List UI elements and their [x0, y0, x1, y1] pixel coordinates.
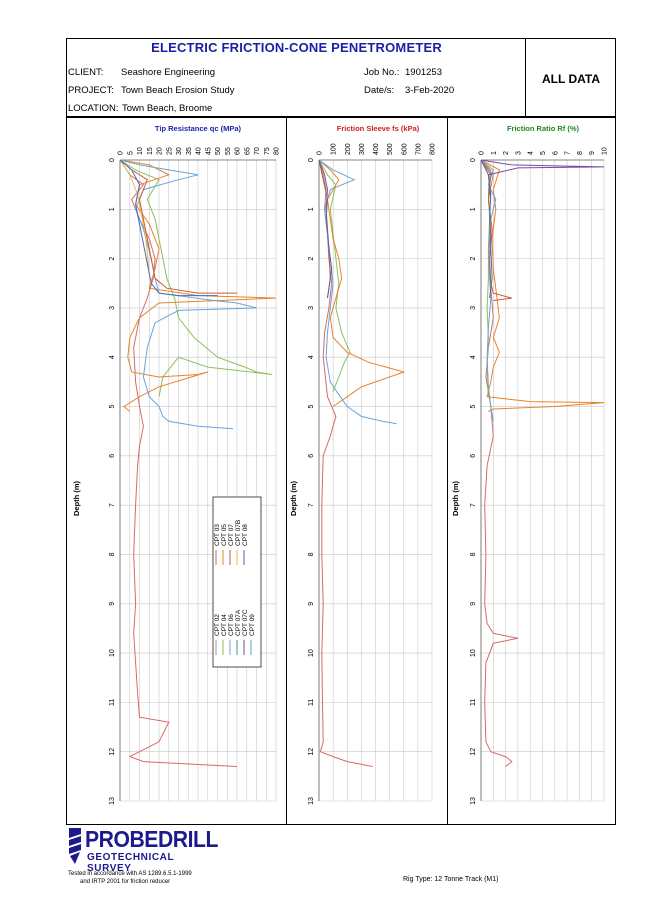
x-tick-label: 5	[127, 151, 135, 155]
y-tick-label: 0	[308, 158, 315, 162]
x-tick-label: 3	[515, 151, 523, 155]
y-tick-label: 11	[308, 698, 315, 707]
x-tick-label: 5	[540, 151, 547, 155]
standard-note-1: Tested in accordance with AS 1289.6.5.1-1999	[68, 871, 192, 877]
logo-text: PROBEDRILL	[85, 826, 218, 852]
y-tick-label: 10	[109, 649, 116, 657]
x-tick-label: 400	[373, 143, 380, 155]
series-line	[120, 160, 272, 397]
x-tick-label: 500	[387, 143, 395, 155]
y-tick-label: 8	[109, 552, 116, 557]
x-tick-label: 8	[576, 151, 584, 155]
y-tick-label: 6	[308, 453, 315, 458]
chart-title-fs: Friction Sleeve fs (kPa)	[336, 124, 420, 133]
chart-title-rf: Friction Ratio Rf (%)	[506, 124, 580, 133]
legend-label: CPT 07A	[235, 609, 242, 636]
x-tick-label: 700	[415, 143, 423, 155]
y-tick-label: 6	[470, 453, 477, 458]
x-tick-label: 50	[215, 147, 222, 155]
x-tick-label: 300	[358, 143, 366, 155]
x-tick-label: 1	[490, 151, 498, 155]
y-tick-label: 7	[308, 503, 315, 508]
legend-label: CPT 08	[242, 524, 249, 546]
chart-legend	[213, 497, 261, 667]
y-tick-label: 10	[308, 649, 315, 657]
y-tick-label: 12	[308, 747, 315, 756]
date-value: 3-Feb-2020	[405, 85, 455, 96]
location-value: Town Beach, Broome	[122, 103, 213, 114]
rig-type: Rig Type: 12 Tonne Track (M1)	[403, 876, 499, 883]
project-value: Town Beach Erosion Study	[121, 85, 235, 96]
y-tick-label: 11	[470, 698, 477, 707]
y-tick-label: 3	[470, 305, 477, 310]
legend-label: CPT 05	[221, 524, 228, 546]
y-tick-label: 9	[470, 601, 477, 606]
y-tick-label: 1	[470, 207, 477, 212]
x-tick-label: 80	[273, 147, 281, 155]
y-tick-label: 5	[470, 404, 477, 409]
job-label: Job No.:	[364, 67, 400, 78]
y-tick-label: 2	[109, 256, 116, 261]
x-tick-label: 0	[316, 151, 324, 155]
y-tick-label: 3	[109, 305, 116, 310]
y-tick-label: 0	[470, 158, 477, 162]
location-label: LOCATION:	[68, 103, 119, 114]
y-tick-label: 8	[470, 552, 477, 557]
project-label: PROJECT:	[68, 85, 114, 96]
y-tick-label: 10	[470, 649, 477, 657]
y-axis-label: Depth (m)	[72, 481, 81, 516]
all-data-badge: ALL DATA	[542, 72, 600, 86]
x-tick-label: 55	[224, 147, 232, 155]
y-tick-label: 0	[109, 158, 116, 162]
y-tick-label: 5	[109, 404, 116, 409]
y-tick-label: 11	[109, 698, 116, 707]
y-axis-label: Depth (m)	[451, 481, 460, 516]
x-tick-label: 200	[344, 143, 352, 155]
logo-subtext: GEOTECHNICAL SURVEY	[87, 852, 175, 874]
y-axis-label: Depth (m)	[289, 481, 298, 516]
date-label: Date/s:	[364, 85, 395, 96]
x-tick-label: 35	[185, 147, 193, 155]
series-line	[481, 160, 518, 767]
y-tick-label: 4	[109, 355, 116, 360]
y-tick-label: 9	[308, 601, 315, 606]
client-label: CLIENT:	[68, 67, 104, 78]
x-tick-label: 9	[589, 151, 597, 155]
x-tick-label: 800	[429, 143, 437, 155]
legend-label: CPT 07	[228, 524, 235, 546]
job-value: 1901253	[405, 67, 442, 78]
y-tick-label: 12	[109, 747, 116, 756]
x-tick-label: 40	[195, 147, 203, 155]
x-tick-label: 20	[156, 147, 164, 155]
x-tick-label: 60	[234, 147, 242, 155]
y-tick-label: 7	[109, 503, 116, 508]
y-tick-label: 1	[308, 207, 315, 212]
chart-2	[451, 124, 609, 805]
y-tick-label: 8	[308, 552, 315, 557]
y-tick-label: 4	[308, 355, 315, 360]
chart-1	[289, 124, 437, 805]
legend-label: CPT 07C	[242, 609, 249, 636]
x-tick-label: 65	[244, 147, 252, 155]
legend-label: CPT 07B	[235, 519, 242, 546]
y-tick-label: 1	[109, 207, 116, 212]
x-tick-label: 7	[564, 151, 572, 155]
client-value: Seashore Engineering	[121, 67, 216, 78]
y-tick-label: 3	[308, 305, 315, 310]
legend-label: CPT 09	[249, 614, 256, 636]
y-tick-label: 13	[470, 797, 477, 805]
y-tick-label: 7	[470, 503, 477, 508]
x-tick-label: 10	[137, 147, 144, 155]
x-tick-label: 0	[478, 151, 486, 155]
y-tick-label: 2	[470, 256, 477, 261]
x-tick-label: 0	[117, 151, 125, 155]
x-tick-label: 4	[527, 151, 535, 155]
x-tick-label: 70	[254, 147, 261, 155]
y-tick-label: 12	[470, 747, 477, 756]
series-line	[319, 160, 373, 767]
x-tick-label: 100	[330, 143, 338, 155]
x-tick-label: 6	[552, 151, 560, 155]
x-tick-label: 600	[401, 143, 409, 155]
y-tick-label: 5	[308, 404, 315, 409]
drill-bit-icon	[68, 828, 82, 864]
legend-label: CPT 03	[214, 524, 221, 546]
report-title: ELECTRIC FRICTION-CONE PENETROMETER	[151, 40, 442, 55]
x-tick-label: 10	[601, 147, 609, 155]
y-tick-label: 6	[109, 453, 116, 458]
y-tick-label: 4	[470, 355, 477, 360]
y-tick-label: 13	[109, 797, 116, 805]
series-line	[120, 160, 149, 273]
x-tick-label: 45	[205, 147, 213, 155]
legend-label: CPT 02	[214, 614, 221, 636]
y-tick-label: 13	[308, 797, 315, 805]
legend-label: CPT 04	[221, 614, 228, 636]
legend-label: CPT 06	[228, 614, 235, 636]
y-tick-label: 9	[109, 601, 116, 606]
chart-0	[72, 124, 281, 805]
x-tick-label: 2	[503, 151, 511, 155]
y-tick-label: 2	[308, 256, 315, 261]
chart-title-qc: Tip Resistance qc (MPa)	[154, 124, 242, 133]
standard-note-2: and IRTP 2001 for friction reducer	[80, 879, 171, 885]
x-tick-label: 75	[263, 147, 271, 155]
x-tick-label: 25	[166, 147, 174, 155]
x-tick-label: 15	[146, 147, 154, 155]
x-tick-label: 30	[176, 147, 183, 155]
